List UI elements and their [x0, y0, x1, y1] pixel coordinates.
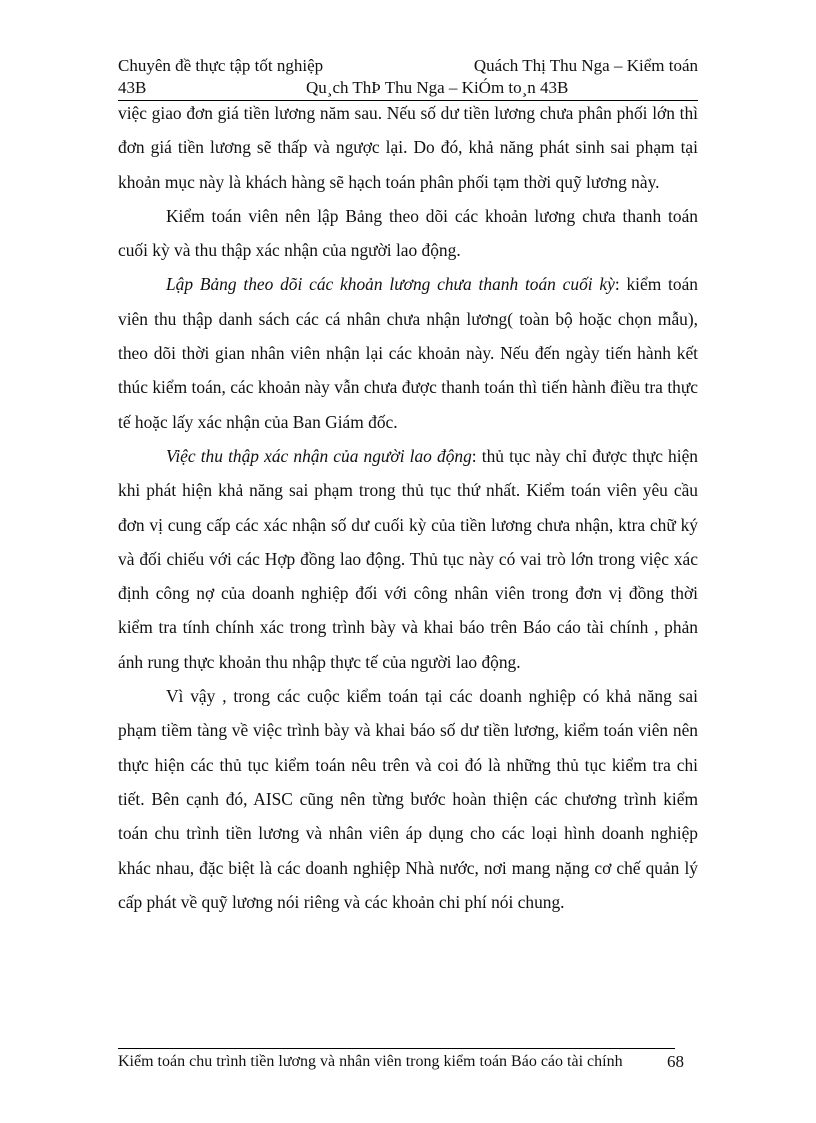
footer-divider	[118, 1048, 675, 1049]
header-document-title: Chuyên đề thực tập tốt nghiệp	[118, 56, 324, 75]
paragraph-3	[118, 267, 698, 438]
paragraph-3-text: : kiểm toán viên thu thập danh sách các cá nhân chưa nhận lương( toàn bộ hoặc chọn mẫu), theo dõi thời gian nhân viên nhận lại các khoản này. Nếu đến ngày tiến hành kết thúc kiểm toán, các khoản này vẫn chưa được thanh toán thì tiến hành điều tra thực tế hoặc lấy xác nhận của Ban Giám đốc.	[118, 274, 698, 432]
paragraph-3-heading: Lập Bảng theo dõi các khoản lương chưa thanh toán cuối kỳ	[166, 274, 615, 295]
paragraph-5: Vì vậy , trong các cuộc kiểm toán tại các doanh nghiệp có khả năng sai phạm tiềm tàng về việc trình bày và khai báo số dư tiền lương, kiểm toán viên nên thực hiện các thủ tục kiểm toán nêu trên và coi đó là những thủ tục kiểm tra chi tiết. Bên cạnh đó, AISC cũng nên từng bước hoàn thiện các chương trình kiểm toán chu trình tiền lương và nhân viên áp dụng cho các loại hình doanh nghiệp khác nhau, đặc biệt là các doanh nghiệp Nhà nước, nơi mang nặng cơ chế quản lý cấp phát về quỹ lương nói riêng và các khoản chi phí nói chung.	[118, 686, 698, 912]
page-number: 68	[667, 1052, 684, 1071]
paragraph-2: Kiểm toán viên nên lập Bảng theo dõi các khoản lương chưa thanh toán cuối kỳ và thu thập xác nhận của người lao động.	[118, 205, 698, 261]
paragraph-4	[118, 439, 698, 679]
main-content	[118, 96, 698, 919]
page-header	[118, 54, 698, 101]
page-footer	[118, 1051, 698, 1073]
header-second-row	[118, 77, 698, 98]
header-author-garbled: Qu¸ch ThÞ Thu Nga – KiÓm to¸n 43B	[306, 78, 569, 97]
paragraph-1: việc giao đơn giá tiền lương năm sau. Nếu số dư tiền lương chưa phân phối lớn thì đơn giá tiền lương sẽ thấp và ngược lại. Do đó, khả năng phát sinh sai phạm tại khoản mục này là khách hàng sẽ hạch toán phân phối tạm thời quỹ lương này.	[118, 103, 698, 192]
header-title-row	[118, 54, 698, 77]
paragraph-4-heading: Việc thu thập xác nhận của người lao động	[166, 445, 472, 466]
header-class: 43B	[118, 78, 147, 97]
header-author: Quách Thị Thu Nga – Kiểm toán	[473, 56, 698, 75]
paragraph-4-text: : thủ tục này chỉ được thực hiện khi phát hiện khả năng sai phạm trong thủ tục thứ nhất. Kiểm toán viên yêu cầu đơn vị cung cấp các xác nhận số dư cuối kỳ của tiền lương chưa nhận, ktra chữ ký và đối chiếu với các Hợp đồng lao động. Thủ tục này có vai trò lớn trong việc xác định công nợ của doanh nghiệp đối với công nhân viên trong đơn vị đồng thời kiểm tra tính chính xác trong trình bày và khai báo trên Báo cáo tài chính , phản ánh rung thực khoản thu nhập thực tế của người lao động.	[118, 445, 698, 672]
footer-title: Kiểm toán chu trình tiền lương và nhân viên trong kiểm toán Báo cáo tài chính	[118, 1053, 623, 1070]
